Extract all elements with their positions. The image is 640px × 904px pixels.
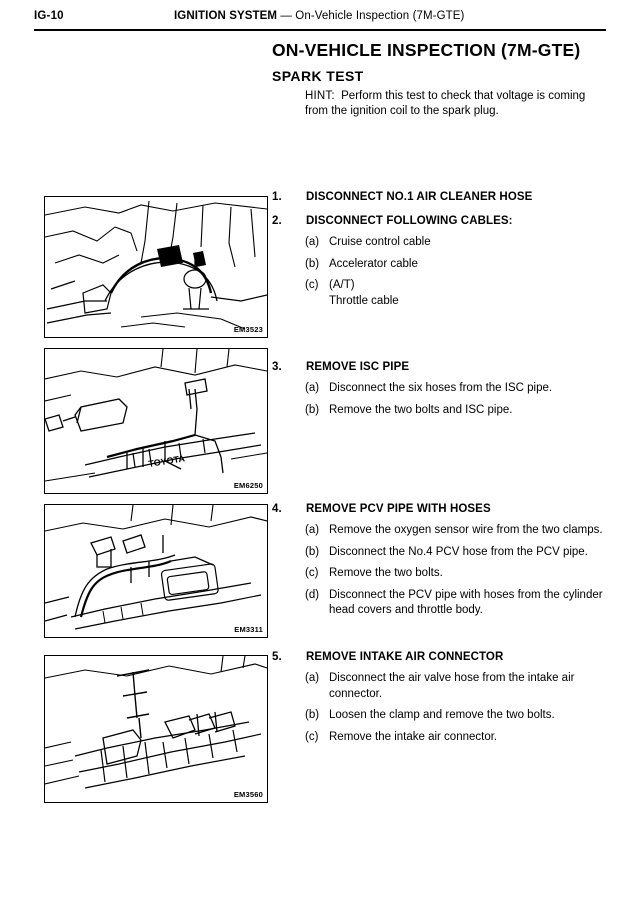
step-1-heading xyxy=(272,190,616,205)
step-5-item-c xyxy=(272,730,616,746)
step-2-item-b-mark: (b) xyxy=(305,257,320,270)
step-1 xyxy=(272,190,616,209)
step-3-item-a-mark: (a) xyxy=(305,382,320,394)
step-5-item-a xyxy=(272,671,616,702)
step-3-item-a xyxy=(272,381,616,397)
step-5-item-b-mark: (b) xyxy=(305,709,320,721)
header-breadcrumb xyxy=(174,10,464,22)
figure-1-illustration xyxy=(45,197,267,337)
step-2-item-c-text2: Throttle cable xyxy=(329,294,399,307)
step-4-item-c xyxy=(272,566,616,582)
figure-1 xyxy=(44,196,268,338)
step-4-item-c-mark: (c) xyxy=(305,567,319,579)
step-4 xyxy=(272,502,616,619)
step-4-heading xyxy=(272,502,616,517)
step-2-item-c-mark: (c) xyxy=(305,279,319,291)
step-4-item-b-mark: (b) xyxy=(305,545,320,558)
step-3-item-b-mark: (b) xyxy=(305,403,320,416)
step-4-item-c-text: Remove the two bolts. xyxy=(329,567,443,579)
step-2-item-b xyxy=(272,257,616,273)
step-5-item-a-mark: (a) xyxy=(305,672,320,684)
step-4-item-d xyxy=(272,588,616,619)
step-4-item-d-mark: (d) xyxy=(305,588,320,601)
step-5-title: REMOVE INTAKE AIR CONNECTOR xyxy=(306,651,504,663)
step-3 xyxy=(272,360,616,418)
step-4-item-a xyxy=(272,523,616,539)
header-system: IGNITION SYSTEM xyxy=(174,10,278,22)
step-5-item-b-text: Loosen the clamp and remove the two bolts. xyxy=(329,709,555,721)
step-2-item-a-mark: (a) xyxy=(305,236,320,248)
step-5 xyxy=(272,650,616,745)
step-3-heading xyxy=(272,360,616,375)
step-2-item-c xyxy=(272,278,616,309)
section-title: SPARK TEST xyxy=(272,68,364,84)
step-2-item-a xyxy=(272,235,616,251)
step-2-item-c-text: (A/T) xyxy=(329,279,355,291)
figure-1-code: EM3523 xyxy=(233,325,263,334)
hint-text: Perform this test to check that voltage is coming from the ignition coil to the spark plug. xyxy=(305,90,586,117)
step-4-item-a-text: Remove the oxygen sensor wire from the two clamps. xyxy=(329,524,603,536)
figure-2-code: EM6250 xyxy=(233,481,263,490)
step-3-number: 3. xyxy=(272,361,282,373)
step-2-number: 2. xyxy=(272,215,282,227)
step-3-item-b-text: Remove the two bolts and ISC pipe. xyxy=(329,403,513,416)
engine-brand-label: TOYOTA xyxy=(147,453,186,469)
step-5-heading xyxy=(272,650,616,665)
step-4-number: 4. xyxy=(272,503,282,515)
figure-4-code: EM3560 xyxy=(233,790,263,799)
step-1-title: DISCONNECT NO.1 AIR CLEANER HOSE xyxy=(306,191,533,203)
step-2-heading xyxy=(272,214,616,229)
figure-3-code: EM3311 xyxy=(234,625,263,634)
step-4-item-a-mark: (a) xyxy=(305,524,320,536)
step-3-item-a-text: Disconnect the six hoses from the ISC pipe. xyxy=(329,382,553,394)
step-5-number: 5. xyxy=(272,651,282,663)
figure-4 xyxy=(44,655,268,803)
figure-3 xyxy=(44,504,268,638)
step-2-item-b-text: Accelerator cable xyxy=(329,257,418,270)
step-3-title: REMOVE ISC PIPE xyxy=(306,361,410,373)
step-5-item-a-text: Disconnect the air valve hose from the intake air connector. xyxy=(329,672,575,700)
hint-block xyxy=(305,89,605,119)
step-2-title: DISCONNECT FOLLOWING CABLES: xyxy=(306,215,513,227)
step-4-item-b xyxy=(272,545,616,561)
step-4-item-b-text: Disconnect the No.4 PCV hose from the PCV pipe. xyxy=(329,545,588,558)
step-5-item-c-text: Remove the intake air connector. xyxy=(329,730,498,743)
figure-2-illustration xyxy=(45,349,267,493)
step-5-item-c-mark: (c) xyxy=(305,730,319,743)
hint-label: HINT: xyxy=(305,90,335,102)
step-2-item-a-text: Cruise control cable xyxy=(329,236,431,248)
step-4-title: REMOVE PCV PIPE WITH HOSES xyxy=(306,503,491,515)
page-title: ON-VEHICLE INSPECTION (7M-GTE) xyxy=(272,40,581,60)
step-3-item-b xyxy=(272,403,616,419)
header-section: On-Vehicle Inspection (7M-GTE) xyxy=(295,10,465,22)
step-1-number: 1. xyxy=(272,191,282,203)
header-separator: — xyxy=(277,10,296,22)
step-2 xyxy=(272,214,616,309)
figure-4-illustration xyxy=(45,656,267,802)
figure-2 xyxy=(44,348,268,494)
step-5-item-b xyxy=(272,708,616,724)
page-number: IG-10 xyxy=(34,10,64,22)
figure-3-illustration xyxy=(45,505,267,637)
step-4-item-d-text: Disconnect the PCV pipe with hoses from the cylinder head covers and throttle body. xyxy=(329,588,603,616)
header-divider xyxy=(34,29,606,31)
